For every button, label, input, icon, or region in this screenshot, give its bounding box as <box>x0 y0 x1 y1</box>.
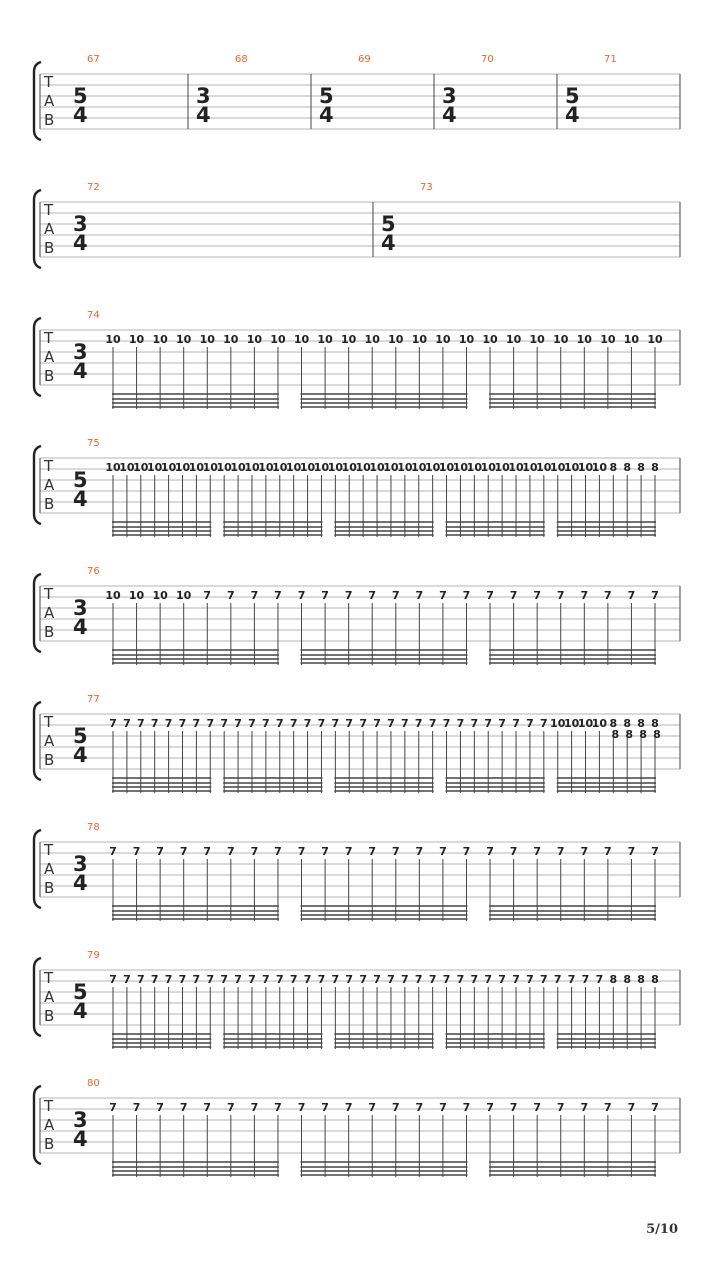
fret-number: 8 <box>623 461 632 474</box>
time-signature-bottom: 4 <box>73 743 88 767</box>
fret-number: 7 <box>321 845 329 858</box>
time-signature-bottom: 4 <box>73 103 88 127</box>
measure-number: 68 <box>235 54 248 65</box>
fret-number: 7 <box>344 1101 353 1114</box>
tab-clef-letter: B <box>44 367 55 385</box>
tab-clef-letter: T <box>44 457 54 475</box>
fret-number: 7 <box>387 973 395 986</box>
tab-clef-letter: T <box>44 841 54 859</box>
fret-number: 10 <box>119 461 135 474</box>
fret-number-lower: 8 <box>639 728 647 741</box>
tab-clef-letter: T <box>44 201 54 219</box>
tab-clef-letter: A <box>44 860 55 878</box>
fret-number: 10 <box>152 589 168 602</box>
fret-number: 7 <box>462 845 471 858</box>
time-signature-top: 5 <box>565 84 580 108</box>
fret-number: 7 <box>303 973 312 986</box>
fret-number: 10 <box>199 333 215 346</box>
measure-number: 77 <box>87 694 100 705</box>
fret-number: 7 <box>250 845 259 858</box>
tab-clef-letter: T <box>44 329 54 347</box>
fret-number: 7 <box>553 973 562 986</box>
time-signature-bottom: 4 <box>73 999 88 1023</box>
fret-number-lower: 8 <box>653 728 661 741</box>
fret-number: 10 <box>411 333 428 346</box>
fret-number: 10 <box>600 333 616 346</box>
fret-number: 7 <box>414 973 423 986</box>
fret-number: 7 <box>580 1101 589 1114</box>
tab-clef-letter: A <box>44 220 55 238</box>
fret-number: 7 <box>109 845 117 858</box>
fret-number: 7 <box>226 1101 235 1114</box>
fret-number: 7 <box>415 845 424 858</box>
time-signature-top: 3 <box>73 852 88 876</box>
fret-number: 7 <box>179 1101 188 1114</box>
fret-number: 10 <box>576 333 592 346</box>
fret-number: 7 <box>275 717 284 730</box>
fret-number: 7 <box>533 845 542 858</box>
fret-number: 7 <box>415 1101 424 1114</box>
fret-number: 7 <box>401 717 409 730</box>
fret-number: 7 <box>533 1101 542 1114</box>
measure-number: 70 <box>481 54 494 65</box>
fret-number: 7 <box>391 1101 400 1114</box>
fret-number: 10 <box>216 461 232 474</box>
fret-number: 7 <box>401 973 409 986</box>
fret-number: 7 <box>627 845 636 858</box>
fret-number: 7 <box>303 717 312 730</box>
fret-number: 7 <box>509 589 518 602</box>
fret-number: 10 <box>272 461 288 474</box>
fret-number: 7 <box>526 973 534 986</box>
measure-number: 78 <box>87 822 100 833</box>
fret-number-lower: 8 <box>611 728 620 741</box>
fret-number: 7 <box>486 1101 494 1114</box>
measure-number: 71 <box>604 54 617 65</box>
tab-clef-letter: B <box>44 239 55 257</box>
fret-number: 7 <box>317 717 326 730</box>
fret-number: 10 <box>482 333 498 346</box>
fret-number: 7 <box>484 973 493 986</box>
fret-number: 7 <box>123 973 131 986</box>
fret-number: 7 <box>109 1101 117 1114</box>
fret-number: 8 <box>609 717 618 730</box>
fret-number: 7 <box>470 973 479 986</box>
fret-number: 7 <box>470 717 479 730</box>
fret-number: 7 <box>484 717 493 730</box>
fret-number: 7 <box>234 717 242 730</box>
fret-number: 7 <box>203 845 212 858</box>
fret-number: 10 <box>128 589 145 602</box>
fret-number: 7 <box>226 845 235 858</box>
fret-number: 7 <box>512 717 520 730</box>
fret-number: 10 <box>466 461 482 474</box>
fret-number: 7 <box>248 973 256 986</box>
fret-number: 7 <box>123 717 131 730</box>
fret-number: 7 <box>132 1101 141 1114</box>
time-signature-bottom: 4 <box>73 1127 88 1151</box>
fret-number: 10 <box>105 333 121 346</box>
fret-number: 7 <box>526 717 534 730</box>
fret-number: 7 <box>206 717 215 730</box>
time-signature-bottom: 4 <box>319 103 334 127</box>
fret-number: 7 <box>533 589 542 602</box>
tab-clef-letter: B <box>44 1135 55 1153</box>
fret-number: 10 <box>494 461 510 474</box>
fret-number: 7 <box>164 717 173 730</box>
fret-number: 7 <box>321 589 329 602</box>
measure-number: 67 <box>87 54 100 65</box>
fret-number: 8 <box>623 973 632 986</box>
fret-number: 10 <box>286 461 302 474</box>
fret-number: 7 <box>331 717 340 730</box>
fret-number: 7 <box>132 845 141 858</box>
fret-number: 7 <box>539 717 548 730</box>
time-signature-top: 5 <box>73 980 88 1004</box>
fret-number: 7 <box>262 973 270 986</box>
fret-number: 7 <box>344 845 353 858</box>
time-signature-bottom: 4 <box>73 359 88 383</box>
tab-clef-letter: A <box>44 476 55 494</box>
tab-clef-letter: A <box>44 92 55 110</box>
fret-number: 10 <box>128 333 145 346</box>
fret-number: 7 <box>226 589 235 602</box>
fret-number: 10 <box>591 461 608 474</box>
fret-number: 7 <box>442 717 451 730</box>
fret-number: 7 <box>580 589 589 602</box>
fret-number: 7 <box>373 973 381 986</box>
fret-number: 10 <box>160 461 177 474</box>
time-signature-top: 5 <box>73 724 88 748</box>
fret-number: 7 <box>442 973 451 986</box>
fret-number: 10 <box>299 461 316 474</box>
fret-number: 10 <box>452 461 469 474</box>
fret-number: 7 <box>109 717 117 730</box>
fret-number: 7 <box>456 973 465 986</box>
fret-number: 10 <box>246 333 263 346</box>
fret-number: 7 <box>345 973 354 986</box>
fret-number: 7 <box>486 845 494 858</box>
measure-number: 76 <box>87 566 100 577</box>
fret-number: 7 <box>415 589 424 602</box>
tab-clef-letter: T <box>44 73 54 91</box>
fret-number: 7 <box>391 589 400 602</box>
measure-number: 72 <box>87 182 100 193</box>
fret-number: 7 <box>274 845 282 858</box>
time-signature-bottom: 4 <box>73 231 88 255</box>
fret-number: 7 <box>164 973 173 986</box>
fret-number: 7 <box>178 973 187 986</box>
fret-number: 7 <box>262 717 270 730</box>
fret-number: 10 <box>317 333 333 346</box>
fret-number: 7 <box>289 973 298 986</box>
fret-number: 7 <box>556 589 565 602</box>
fret-number: 7 <box>203 1101 212 1114</box>
fret-number: 7 <box>275 973 284 986</box>
fret-number: 7 <box>321 1101 329 1114</box>
fret-number: 7 <box>250 589 259 602</box>
time-signature-bottom: 4 <box>565 103 580 127</box>
fret-number: 10 <box>174 461 191 474</box>
fret-number: 7 <box>206 973 215 986</box>
fret-number: 7 <box>498 973 506 986</box>
fret-number: 7 <box>414 717 423 730</box>
time-signature-top: 5 <box>381 212 396 236</box>
time-signature-top: 3 <box>442 84 457 108</box>
fret-number: 7 <box>462 589 471 602</box>
fret-number: 7 <box>439 1101 447 1114</box>
fret-number: 10 <box>383 461 399 474</box>
fret-number: 10 <box>313 461 330 474</box>
tab-clef-letter: B <box>44 879 55 897</box>
fret-number: 10 <box>244 461 260 474</box>
fret-number: 10 <box>105 461 121 474</box>
fret-number: 7 <box>250 1101 259 1114</box>
fret-number: 7 <box>539 973 548 986</box>
fret-number: 7 <box>109 973 117 986</box>
fret-number: 7 <box>651 589 659 602</box>
time-signature-top: 5 <box>319 84 334 108</box>
fret-number: 10 <box>327 461 344 474</box>
time-signature-top: 3 <box>196 84 211 108</box>
fret-number: 7 <box>234 973 242 986</box>
fret-number: 7 <box>359 717 367 730</box>
fret-number: 10 <box>563 717 580 730</box>
fret-number: 7 <box>248 717 256 730</box>
fret-number: 10 <box>458 333 475 346</box>
tab-clef-letter: A <box>44 348 55 366</box>
fret-number: 8 <box>623 717 632 730</box>
fret-number: 10 <box>411 461 427 474</box>
fret-number: 10 <box>577 461 594 474</box>
fret-number: 7 <box>556 1101 565 1114</box>
fret-number: 8 <box>637 717 645 730</box>
fret-number: 7 <box>345 717 354 730</box>
fret-number: 8 <box>651 717 659 730</box>
fret-number: 7 <box>512 973 520 986</box>
fret-number: 7 <box>274 1101 282 1114</box>
fret-number: 10 <box>435 333 451 346</box>
fret-number: 10 <box>522 461 538 474</box>
fret-number: 10 <box>223 333 239 346</box>
fret-number: 10 <box>369 461 385 474</box>
fret-number: 7 <box>595 973 604 986</box>
fret-number: 10 <box>424 461 441 474</box>
time-signature-bottom: 4 <box>73 487 88 511</box>
fret-number: 10 <box>508 461 524 474</box>
fret-number: 7 <box>150 717 159 730</box>
fret-number: 7 <box>136 717 145 730</box>
time-signature-top: 5 <box>73 84 88 108</box>
time-signature-bottom: 4 <box>442 103 457 127</box>
fret-number: 7 <box>581 973 590 986</box>
fret-number: 7 <box>317 973 326 986</box>
tab-clef-letter: T <box>44 585 54 603</box>
fret-number: 7 <box>156 845 164 858</box>
fret-number: 7 <box>651 1101 659 1114</box>
fret-number: 7 <box>627 589 636 602</box>
fret-number: 7 <box>178 717 187 730</box>
fret-number: 10 <box>152 333 168 346</box>
fret-number: 7 <box>509 1101 518 1114</box>
fret-number: 7 <box>203 589 212 602</box>
fret-number: 7 <box>486 589 494 602</box>
tab-clef-letter: A <box>44 732 55 750</box>
fret-number: 7 <box>509 845 518 858</box>
fret-number: 7 <box>368 589 377 602</box>
fret-number: 10 <box>397 461 413 474</box>
fret-number: 7 <box>297 589 306 602</box>
fret-number: 10 <box>364 333 380 346</box>
fret-number: 7 <box>297 1101 306 1114</box>
fret-number: 7 <box>289 717 298 730</box>
tab-clef-letter: B <box>44 495 55 513</box>
fret-number: 10 <box>563 461 580 474</box>
fret-number: 10 <box>505 333 522 346</box>
fret-number: 7 <box>368 1101 377 1114</box>
fret-number: 10 <box>341 461 357 474</box>
fret-number: 10 <box>188 461 205 474</box>
fret-number: 10 <box>105 589 121 602</box>
fret-number: 7 <box>192 717 201 730</box>
fret-number: 7 <box>220 717 229 730</box>
tab-clef-letter: B <box>44 1007 55 1025</box>
fret-number: 10 <box>230 461 246 474</box>
fret-number: 8 <box>651 973 659 986</box>
fret-number: 10 <box>647 333 663 346</box>
fret-number: 10 <box>591 717 608 730</box>
fret-number: 10 <box>438 461 455 474</box>
time-signature-bottom: 4 <box>381 231 396 255</box>
fret-number: 7 <box>651 845 659 858</box>
fret-number: 10 <box>550 461 566 474</box>
measure-number: 74 <box>87 310 100 321</box>
fret-number: 10 <box>355 461 371 474</box>
fret-number: 10 <box>133 461 149 474</box>
fret-number: 7 <box>136 973 145 986</box>
fret-number: 10 <box>258 461 274 474</box>
fret-number: 10 <box>293 333 310 346</box>
fret-number: 7 <box>387 717 395 730</box>
tab-clef-letter: T <box>44 969 54 987</box>
time-signature-top: 3 <box>73 340 88 364</box>
fret-number: 10 <box>176 589 192 602</box>
fret-number: 10 <box>529 333 545 346</box>
time-signature-bottom: 4 <box>73 615 88 639</box>
fret-number: 7 <box>556 845 565 858</box>
measure-number: 80 <box>87 1078 100 1089</box>
fret-number: 7 <box>368 845 377 858</box>
fret-number: 10 <box>388 333 404 346</box>
fret-number: 10 <box>480 461 496 474</box>
fret-number: 7 <box>580 845 589 858</box>
page-number: 5/10 <box>646 1222 678 1237</box>
fret-number: 7 <box>150 973 159 986</box>
fret-number: 7 <box>297 845 306 858</box>
fret-number: 7 <box>192 973 201 986</box>
fret-number: 7 <box>274 589 282 602</box>
measure-number: 69 <box>358 54 371 65</box>
fret-number: 7 <box>373 717 381 730</box>
fret-number: 7 <box>331 973 340 986</box>
fret-number: 7 <box>604 845 612 858</box>
fret-number: 8 <box>609 461 618 474</box>
fret-number: 7 <box>627 1101 636 1114</box>
fret-number: 8 <box>609 973 618 986</box>
time-signature-top: 3 <box>73 596 88 620</box>
time-signature-bottom: 4 <box>196 103 211 127</box>
time-signature-top: 5 <box>73 468 88 492</box>
fret-number: 10 <box>147 461 163 474</box>
fret-number: 7 <box>439 845 447 858</box>
fret-number: 10 <box>176 333 192 346</box>
fret-number: 7 <box>604 589 612 602</box>
fret-number: 8 <box>637 461 645 474</box>
tab-clef-letter: A <box>44 1116 55 1134</box>
fret-number: 10 <box>202 461 218 474</box>
fret-number: 7 <box>604 1101 612 1114</box>
tab-clef-letter: A <box>44 604 55 622</box>
fret-number: 10 <box>623 333 640 346</box>
fret-number: 10 <box>550 717 566 730</box>
fret-number: 10 <box>270 333 286 346</box>
fret-number: 7 <box>359 973 367 986</box>
measure-number: 79 <box>87 950 100 961</box>
fret-number: 10 <box>340 333 357 346</box>
fret-number: 7 <box>439 589 447 602</box>
fret-number: 10 <box>577 717 594 730</box>
fret-number: 7 <box>391 845 400 858</box>
fret-number: 10 <box>553 333 569 346</box>
fret-number: 7 <box>179 845 188 858</box>
measure-number: 73 <box>420 182 433 193</box>
fret-number: 8 <box>637 973 645 986</box>
fret-number-lower: 8 <box>625 728 634 741</box>
measure-number: 75 <box>87 438 100 449</box>
tab-clef-letter: B <box>44 111 55 129</box>
fret-number: 7 <box>344 589 353 602</box>
fret-number: 7 <box>428 717 437 730</box>
fret-number: 7 <box>156 1101 164 1114</box>
fret-number: 7 <box>498 717 506 730</box>
fret-number: 7 <box>456 717 465 730</box>
fret-number: 10 <box>536 461 552 474</box>
fret-number: 8 <box>651 461 659 474</box>
time-signature-top: 3 <box>73 212 88 236</box>
tab-clef-letter: T <box>44 713 54 731</box>
fret-number: 7 <box>220 973 229 986</box>
tab-clef-letter: A <box>44 988 55 1006</box>
tab-clef-letter: B <box>44 623 55 641</box>
time-signature-bottom: 4 <box>73 871 88 895</box>
fret-number: 7 <box>567 973 576 986</box>
time-signature-top: 3 <box>73 1108 88 1132</box>
tab-clef-letter: B <box>44 751 55 769</box>
fret-number: 7 <box>462 1101 471 1114</box>
fret-number: 7 <box>428 973 437 986</box>
tab-clef-letter: T <box>44 1097 54 1115</box>
